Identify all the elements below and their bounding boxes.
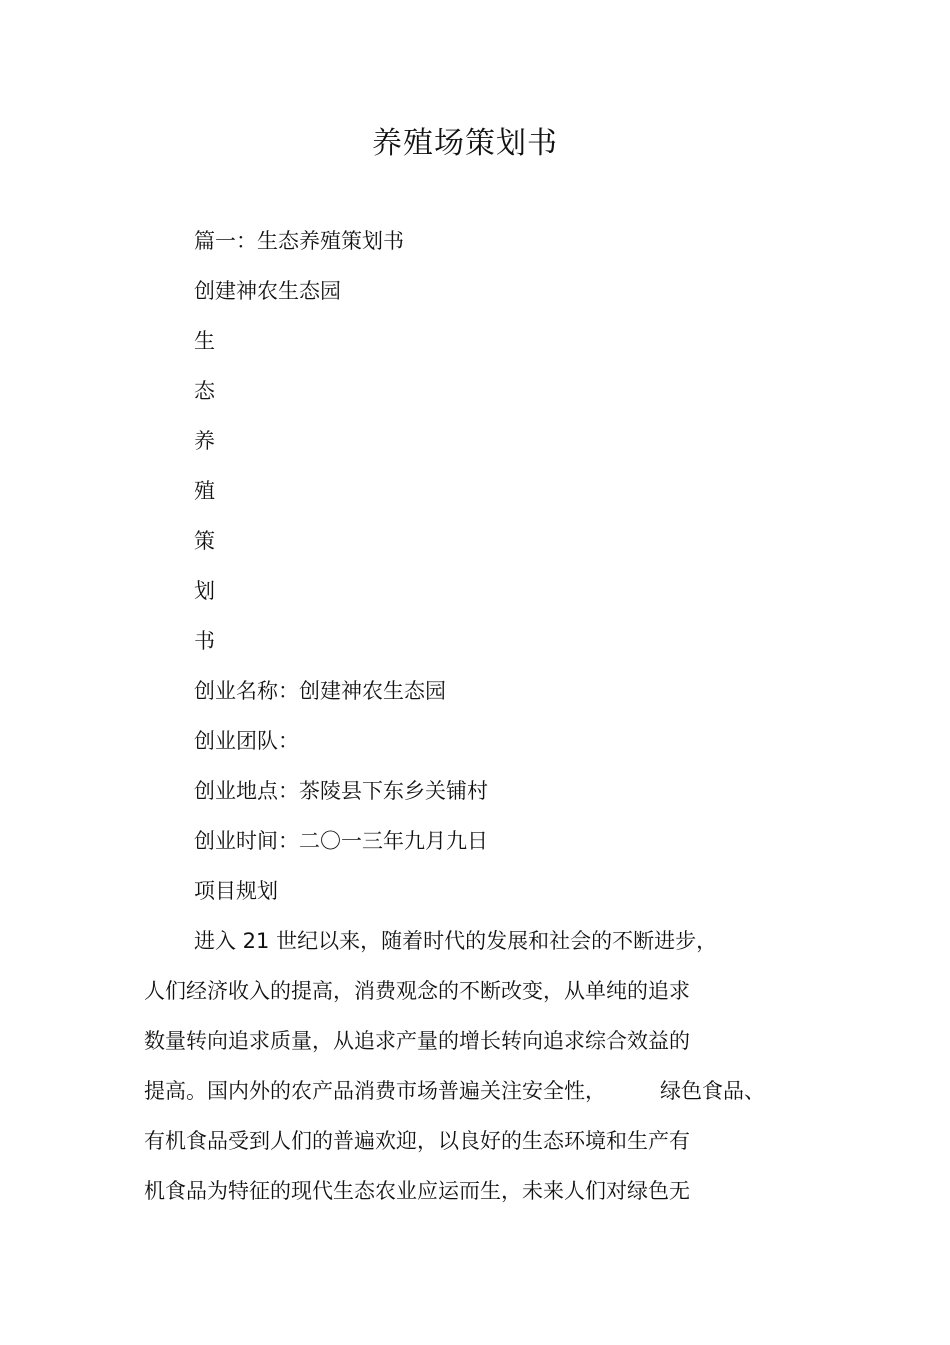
paragraph-line-part: 绿色食品、 (660, 1079, 765, 1103)
paragraph-line: 人们经济收入的提高，消费观念的不断改变，从单纯的追求 (144, 979, 690, 1003)
venture-date-line: 创业时间：二〇一三年九月九日 (194, 829, 488, 853)
heading-line: 篇一：生态养殖策划书 (194, 229, 404, 253)
paragraph-line-part: 提高。国内外的农产品消费市场普遍关注安全性， (144, 1079, 606, 1103)
venture-location-line: 创业地点：茶陵县下东乡关铺村 (194, 779, 488, 803)
paragraph-line: 数量转向追求质量，从追求产量的增长转向追求综合效益的 (144, 1029, 690, 1053)
heading-line: 策 (194, 529, 215, 553)
heading-line: 创建神农生态园 (194, 279, 341, 303)
section-heading: 项目规划 (194, 879, 278, 903)
paragraph-line: 进入 21 世纪以来，随着时代的发展和社会的不断进步， (194, 929, 718, 953)
venture-name-line: 创业名称：创建神农生态园 (194, 679, 446, 703)
heading-line: 划 (194, 579, 215, 603)
paragraph-line: 机食品为特征的现代生态农业应运而生，未来人们对绿色无 (144, 1179, 690, 1203)
paragraph-line (144, 1076, 765, 1106)
heading-line: 殖 (194, 479, 215, 503)
venture-team-line: 创业团队： (194, 729, 299, 753)
heading-line: 态 (194, 379, 215, 403)
heading-line: 养 (194, 429, 215, 453)
heading-line: 生 (194, 329, 215, 353)
heading-line: 书 (194, 629, 215, 653)
page-title: 养殖场策划书 (372, 126, 558, 161)
paragraph-line: 有机食品受到人们的普遍欢迎，以良好的生态环境和生产有 (144, 1129, 690, 1153)
